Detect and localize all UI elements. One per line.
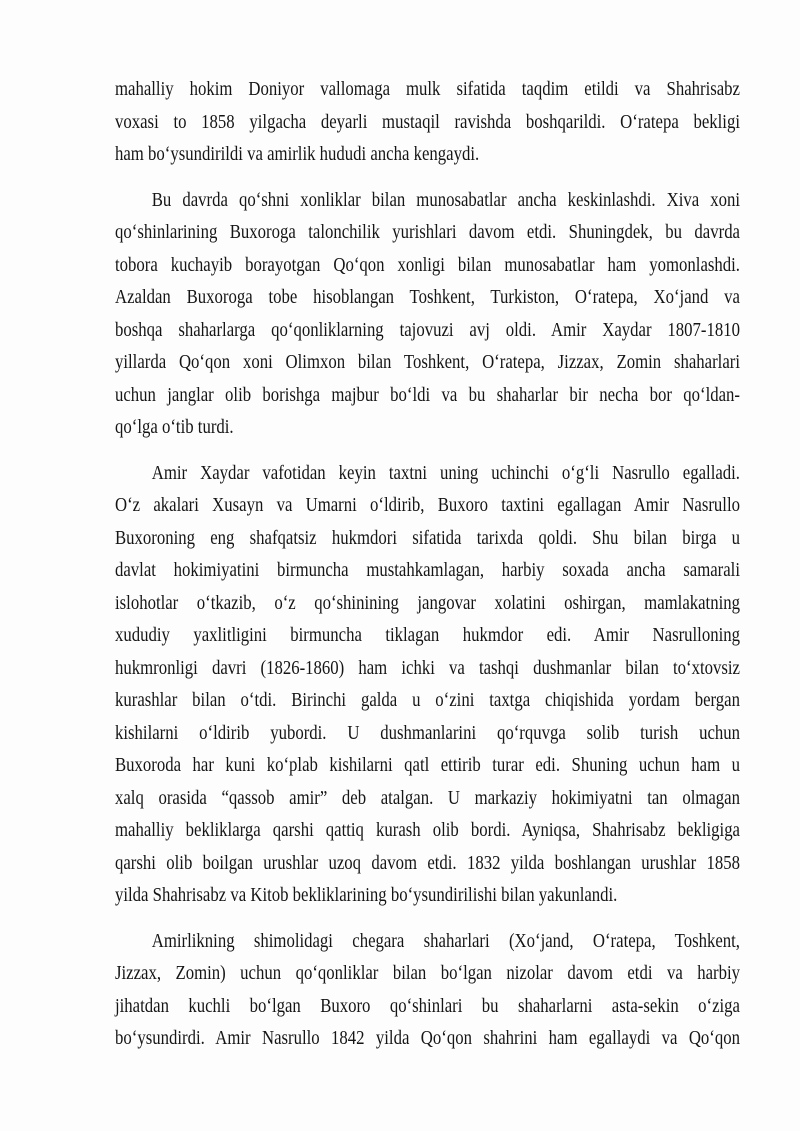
paragraph <box>115 184 740 444</box>
text-line: Buxoroning eng shafqatsiz hukmdori sifatida tarixda qoldi. Shu bilan birga u <box>115 526 740 549</box>
text-line: mahalliy bekliklarga qarshi qattiq kurash olib bordi. Ayniqsa, Shahrisabz bekligiga <box>115 819 740 841</box>
text-line: Jizzax, Zomin) uchun qo‘qonliklar bilan bo‘lgan nizolar davom etdi va harbiy <box>115 962 740 984</box>
paragraph <box>115 73 740 171</box>
text-line: voxasi to 1858 yilgacha deyarli mustaqil ravishda boshqarildi. O‘ratepa bekligi <box>115 110 740 133</box>
text-line: tobora kuchayib borayotgan Qo‘qon xonligi bilan munosabatlar ham yomonlashdi. <box>115 253 740 276</box>
text-line: Buxoroda har kuni ko‘plab kishilarni qatl ettirib turar edi. Shuning uchun ham u <box>115 754 740 776</box>
text-block <box>115 73 740 1055</box>
text-line: Amir Xaydar vafotidan keyin taxtni uning uchinchi o‘g‘li Nasrullo egalladi. <box>151 461 740 484</box>
text-line: mahalliy hokim Doniyor vallomaga mulk sifatida taqdim etildi va Shahrisabz <box>115 78 740 100</box>
text-line: Azaldan Buxoroga tobe hisoblangan Toshkent, Turkiston, O‘ratepa, Xo‘jand va <box>115 286 740 308</box>
paragraph <box>115 457 740 912</box>
text-line: kishilarni o‘ldirib yubordi. U dushmanlarini qo‘rquvga solib turish uchun <box>115 721 740 744</box>
text-line: qarshi olib boilgan urushlar uzoq davom etdi. 1832 yilda boshlangan urushlar 1858 <box>115 851 740 874</box>
text-line: bo‘ysundirdi. Amir Nasrullo 1842 yilda Qo‘qon shahrini ham egallaydi va Qo‘qon <box>115 1027 740 1049</box>
text-line: Amirlikning shimolidagi chegara shaharlari (Xo‘jand, O‘ratepa, Toshkent, <box>151 929 740 952</box>
text-line: O‘z akalari Xusayn va Umarni o‘ldirib, Buxoro taxtini egallagan Amir Nasrullo <box>115 494 740 516</box>
text-line: xalq orasida “qassob amir” deb atalgan. U markaziy hokimiyatni tan olmagan <box>115 786 740 809</box>
text-line: davlat hokimiyatini birmuncha mustahkamlagan, harbiy soxada ancha samarali <box>115 559 740 581</box>
text-line: qo‘shinlarining Buxoroga talonchilik yurishlari davom etdi. Shuningdek, bu davrda <box>115 221 740 243</box>
text-line: xududiy yaxlitligini birmuncha tiklagan hukmdor edi. Amir Nasrulloning <box>115 624 740 646</box>
text-line: yillarda Qo‘qon xoni Olimxon bilan Toshkent, O‘ratepa, Jizzax, Zomin shaharlari <box>115 351 740 373</box>
text-line: jihatdan kuchli bo‘lgan Buxoro qo‘shinlari bu shaharlarni asta-sekin o‘ziga <box>115 994 740 1017</box>
text-line: qo‘lga o‘tib turdi. <box>115 416 234 438</box>
text-line: boshqa shaharlarga qo‘qonliklarning tajovuzi avj oldi. Amir Xaydar 1807-1810 <box>115 318 740 341</box>
text-line: ham bo‘ysundirildi va amirlik hududi ancha kengaydi. <box>115 143 480 165</box>
paragraph <box>115 925 740 1055</box>
text-line: yilda Shahrisabz va Kitob bekliklarining bo‘ysundirilishi bilan yakunlandi. <box>115 884 618 906</box>
text-line: kurashlar bilan o‘tdi. Birinchi galda u o‘zini taxtga chiqishida yordam bergan <box>115 689 740 711</box>
text-line: uchun janglar olib borishga majbur bo‘ldi va bu shaharlar bir necha bor qo‘ldan- <box>115 383 740 406</box>
text-line: hukmronligi davri (1826-1860) ham ichki va tashqi dushmanlar bilan to‘xtovsiz <box>115 656 740 679</box>
text-line: islohotlar o‘tkazib, o‘z qo‘shinining jangovar xolatini oshirgan, mamlakatning <box>115 591 740 614</box>
text-line: Bu davrda qo‘shni xonliklar bilan munosabatlar ancha keskinlashdi. Xiva xoni <box>151 188 740 211</box>
